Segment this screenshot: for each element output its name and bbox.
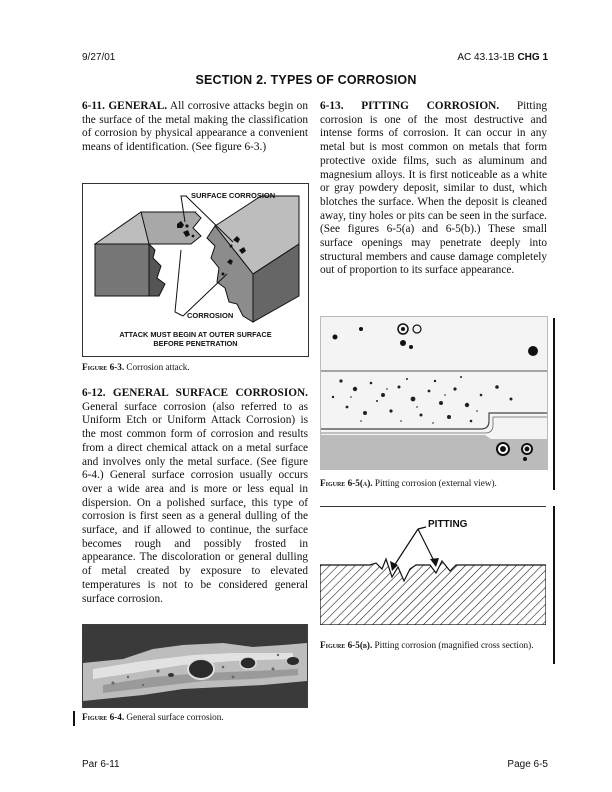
caption-figure-6-5a xyxy=(320,478,547,489)
change-bar-right-2 xyxy=(553,506,555,664)
section-title: SECTION 2. TYPES OF CORROSION xyxy=(195,73,417,87)
footer-page-number: Page 6-5 xyxy=(507,759,548,770)
caption-figure-6-5b-label: Figure 6-5(b). xyxy=(320,640,373,650)
paragraph-6-13-text: Pitting corrosion is one of the most destructive and intense forms of corrosion. It can occur in any metal but is most common on metals that form protective oxide films, such as aluminum and magnesium alloys. It is first noticeable as a white or gray powdery deposit, similar to dust, which blotches the surface. When the deposit is cleaned away, tiny holes or pits can be seen in the surface. (See figures 6-5(a) and 6-5(b).) These small surface openings may penetrate deeply into structural members and cause damage completely out of proportion to its surface appearance. xyxy=(320,100,548,277)
surface-corrosion-photo xyxy=(83,625,307,707)
figure-6-3 xyxy=(82,183,309,357)
figure-6-5a xyxy=(320,316,548,470)
paragraph-6-12 xyxy=(82,387,308,606)
label-attack-line-2: BEFORE PENETRATION xyxy=(153,339,238,348)
paragraph-6-13-heading: 6-13. PITTING CORROSION. xyxy=(320,100,500,112)
figure-6-5b xyxy=(320,506,546,625)
header-change: CHG 1 xyxy=(517,52,548,63)
label-pitting: PITTING xyxy=(428,519,468,530)
paragraph-6-11 xyxy=(82,100,308,155)
paragraph-6-12-text: General surface corrosion (also referred to as Uniform Etch or Uniform Attack Corrosion) is the most common form of corrosion and results from a direct chemical attack on a metal surface and involves only the metal surface. (See figure 6-4.) General surface corrosion usually occurs over a wide area and is more or less equal in dispersion. On a polished surface, this type of corrosion is first seen as a general dulling of the surface, and if allowed to continue, the surface becomes rough and possibly frosted in appearance. The discoloration or general dulling of metal created by exposure to elevated temperatures is not to be considered general surface corrosion. xyxy=(82,400,308,605)
caption-figure-6-3-label: Figure 6-3. xyxy=(82,362,125,372)
figure-6-4 xyxy=(82,624,308,708)
caption-figure-6-5a-text: Pitting corrosion (external view). xyxy=(374,478,497,488)
paragraph-6-12-heading: 6-12. GENERAL SURFACE CORROSION. xyxy=(82,387,308,399)
caption-figure-6-5b xyxy=(320,640,547,651)
caption-figure-6-4-label: Figure 6-4. xyxy=(82,712,125,722)
caption-figure-6-4-text: General surface corrosion. xyxy=(126,712,224,722)
header-reference xyxy=(457,52,548,63)
caption-figure-6-4 xyxy=(82,712,308,723)
change-bar-left xyxy=(73,711,75,726)
caption-figure-6-3 xyxy=(82,362,308,373)
paragraph-6-11-text: All corrosive attacks begin on the surface of the metal making the classification of corrosion by physical appearance a convenient means of identification. (See figure 6-3.) xyxy=(82,100,308,154)
label-surface-corrosion: SURFACE CORROSION xyxy=(191,191,276,200)
header-ac-number: AC 43.13-1B xyxy=(457,52,515,63)
change-bar-right-1 xyxy=(553,318,555,490)
caption-figure-6-5a-label: Figure 6-5(a). xyxy=(320,478,373,488)
header-date: 9/27/01 xyxy=(82,52,116,63)
caption-figure-6-5b-text: Pitting corrosion (magnified cross section). xyxy=(374,640,534,650)
caption-figure-6-3-text: Corrosion attack. xyxy=(126,362,190,372)
paragraph-6-11-heading: 6-11. GENERAL. xyxy=(82,100,168,112)
paragraph-6-13 xyxy=(320,100,547,278)
pitting-external-photo xyxy=(321,317,547,469)
footer-paragraph-ref: Par 6-11 xyxy=(82,759,120,770)
label-corrosion: CORROSION xyxy=(187,311,234,320)
label-attack-line-1: ATTACK MUST BEGIN AT OUTER SURFACE xyxy=(119,330,272,339)
